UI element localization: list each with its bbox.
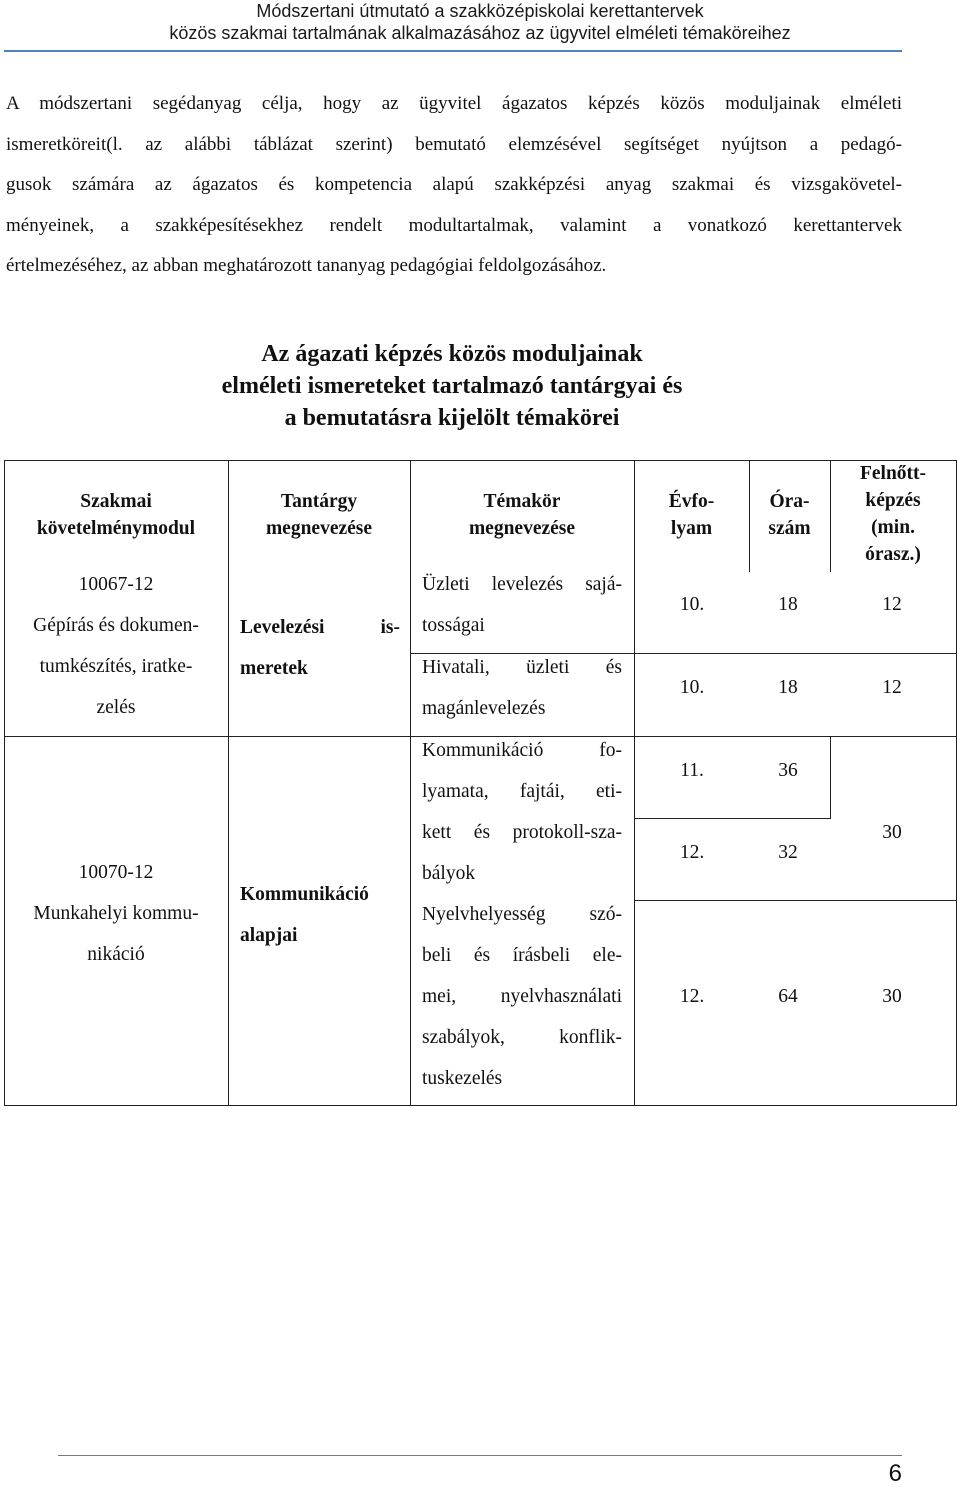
- module-line: Munkahelyi kommu-: [33, 903, 199, 924]
- intro-line: A módszertani segédanyag célja, hogy az ügyvitel ágazatos képzés közös moduljainak elméleti: [6, 93, 902, 114]
- subject-cell: [240, 874, 400, 956]
- module-line: tumkészítés, iratke-: [39, 656, 193, 677]
- topic-line: kett és protokoll-sza-: [422, 822, 622, 843]
- column-divider: [410, 460, 411, 1106]
- hours-value: 64: [778, 986, 798, 1007]
- topic-cell: [422, 647, 622, 729]
- header-year: [634, 488, 749, 542]
- column-divider: [830, 736, 831, 818]
- module-line: Gépírás és dokumen-: [33, 615, 199, 636]
- header-hours: [749, 488, 830, 542]
- intro-paragraph: [6, 84, 902, 287]
- header-line-2: közös szakmai tartalmának alkalmazásához az ügyvitel elméleti témaköreihez: [169, 23, 791, 43]
- intro-line: ményeinek, a szakképesítésekhez rendelt modultartalmak, valamint a vonatkozó kerettantervek: [6, 214, 902, 236]
- intro-line: gusok számára az ágazatos és kompetencia alapú szakképzési anyag szakmai és vizsgakövetel-: [6, 174, 902, 196]
- adult-value: 12: [882, 594, 902, 615]
- header-text: lyam: [670, 518, 713, 539]
- topic-line: Kommunikáció fo-: [422, 740, 622, 761]
- column-divider: [634, 460, 635, 1106]
- header-text: képzés: [865, 490, 921, 511]
- header-text: megnevezése: [265, 518, 373, 539]
- header-line-1: Módszertani útmutató a szakközépiskolai kerettantervek: [256, 1, 704, 21]
- header-text: (min.: [871, 517, 915, 538]
- topic-line: lyamata, fajtái, eti-: [422, 781, 622, 802]
- table-border: [956, 460, 957, 1106]
- intro-line: ismeretköreit(l. az alábbi táblázat szerint) bemutató elemzésével segítséget nyújtson a pedagó-: [6, 133, 902, 155]
- module-line: 10070-12: [78, 862, 154, 883]
- year-value: 10.: [679, 594, 705, 615]
- adult-value: 30: [882, 986, 902, 1007]
- header-text: Témakör: [483, 491, 561, 512]
- header-text: Évfo-: [668, 491, 715, 512]
- module-line: 10067-12: [78, 574, 154, 595]
- header-module: [4, 488, 228, 542]
- header-text: követelménymodul: [36, 518, 196, 539]
- header-text: Felnőtt-: [859, 463, 927, 484]
- subject-cell: [240, 607, 400, 689]
- title-line-3: a bemutatásra kijelölt témakörei: [284, 405, 620, 431]
- adult-value: 30: [882, 822, 902, 843]
- topic-line: tuskezelés: [422, 1068, 503, 1089]
- module-line: nikáció: [87, 944, 145, 965]
- topic-line: Hivatali, üzleti és: [422, 657, 622, 678]
- topic-line: mei, nyelvhasználati: [422, 986, 622, 1007]
- year-value: 10.: [679, 677, 705, 698]
- header-text: órasz.): [865, 544, 921, 565]
- column-divider: [228, 460, 229, 1106]
- header-text: szám: [768, 518, 811, 539]
- module-cell: [4, 564, 228, 728]
- topic-line: magánlevelezés: [422, 698, 546, 719]
- topic-cell: [422, 564, 622, 646]
- table-border: [4, 1105, 957, 1106]
- table-border: [4, 460, 5, 1106]
- subject-word: is-: [380, 617, 400, 638]
- header-subject: [228, 488, 410, 542]
- topic-cell: [422, 730, 622, 1099]
- header-text: Tantárgy: [280, 491, 358, 512]
- hours-value: 18: [778, 594, 798, 615]
- subject-line: Kommunikáció: [240, 884, 369, 905]
- intro-line: értelmezéséhez, az abban meghatározott tananyag pedagógiai feldolgozásához.: [6, 255, 607, 277]
- year-value: 11.: [680, 760, 704, 781]
- header-topic: [410, 488, 634, 542]
- subject-line: meretek: [240, 658, 308, 679]
- row-divider: [634, 818, 831, 819]
- year-value: 12.: [679, 986, 705, 1007]
- title-line-2: elméleti ismereteket tartalmazó tantárgyai és: [221, 373, 683, 399]
- footer-rule: [58, 1455, 902, 1456]
- module-line: zelés: [96, 697, 136, 718]
- section-title: [0, 338, 904, 434]
- table-border: [4, 460, 957, 461]
- topic-line: bályok: [422, 863, 476, 884]
- running-header: [0, 0, 960, 44]
- hours-value: 32: [778, 842, 798, 863]
- topic-line: tosságai: [422, 615, 485, 636]
- topic-line: Nyelvhelyesség szó-: [422, 904, 622, 925]
- header-adult: [830, 460, 956, 568]
- header-rule: [4, 50, 902, 52]
- header-text: Óra-: [769, 491, 810, 512]
- hours-value: 18: [778, 677, 798, 698]
- modules-table: [4, 460, 957, 1106]
- topic-line: beli és írásbeli ele-: [422, 945, 622, 966]
- header-text: megnevezése: [468, 518, 576, 539]
- subject-line: [240, 607, 400, 648]
- adult-value: 12: [882, 677, 902, 698]
- subject-word: Levelezési: [240, 617, 325, 638]
- topic-line: szabályok, konflik-: [422, 1027, 622, 1048]
- year-value: 12.: [679, 842, 705, 863]
- module-cell: [4, 852, 228, 975]
- page-number: 6: [888, 1460, 902, 1487]
- subject-line: alapjai: [240, 925, 298, 946]
- row-divider: [634, 900, 957, 901]
- topic-line: Üzleti levelezés sajá-: [422, 574, 622, 595]
- header-text: Szakmai: [80, 491, 152, 512]
- title-line-1: Az ágazati képzés közös moduljainak: [261, 341, 643, 367]
- hours-value: 36: [778, 760, 798, 781]
